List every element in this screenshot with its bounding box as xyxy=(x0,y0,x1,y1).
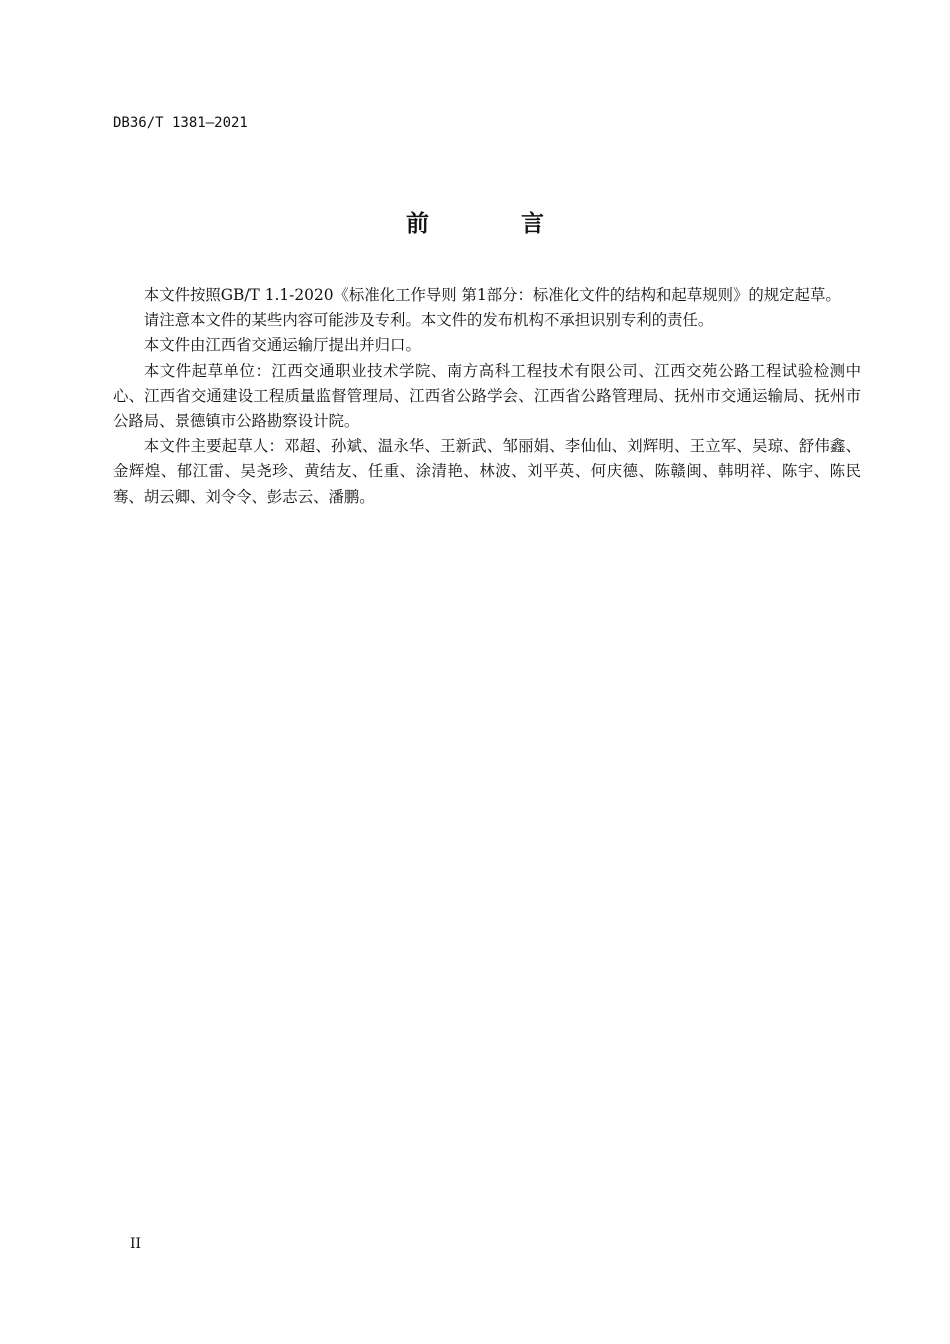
page-number: II xyxy=(130,1236,142,1252)
paragraph-drafters: 本文件主要起草人：邓超、孙斌、温永华、王新武、邹丽娟、李仙仙、刘辉明、王立军、吴琼、舒伟鑫、金辉煌、郁江雷、吴尧珍、黄结友、任重、涂清艳、林波、刘平英、何庆德、陈赣闽、韩明祥、陈宇、陈民骞、胡云卿、刘令令、彭志云、潘鹏。 xyxy=(113,437,861,506)
paragraph-proposer: 本文件由江西省交通运输厅提出并归口。 xyxy=(143,336,421,355)
paragraph-drafting-units: 本文件起草单位：江西交通职业技术学院、南方高科工程技术有限公司、江西交苑公路工程试验检测中心、江西省交通建设工程质量监督管理局、江西省公路学会、江西省公路管理局、抚州市交通运输局、抚州市公路局、景德镇市公路勘察设计院。 xyxy=(113,361,861,431)
paragraph-drafting-rules: 本文件按照GB/T 1.1-2020《标准化工作导则 第1部分：标准化文件的结构和起草规则》的规定起草。 xyxy=(143,286,841,304)
foreword-body xyxy=(113,283,861,510)
document-code: DB36/T 1381—2021 xyxy=(113,115,248,131)
paragraph-patent-notice: 请注意本文件的某些内容可能涉及专利。本文件的发布机构不承担识别专利的责任。 xyxy=(143,311,714,330)
page-title: 前 言 xyxy=(405,211,586,237)
